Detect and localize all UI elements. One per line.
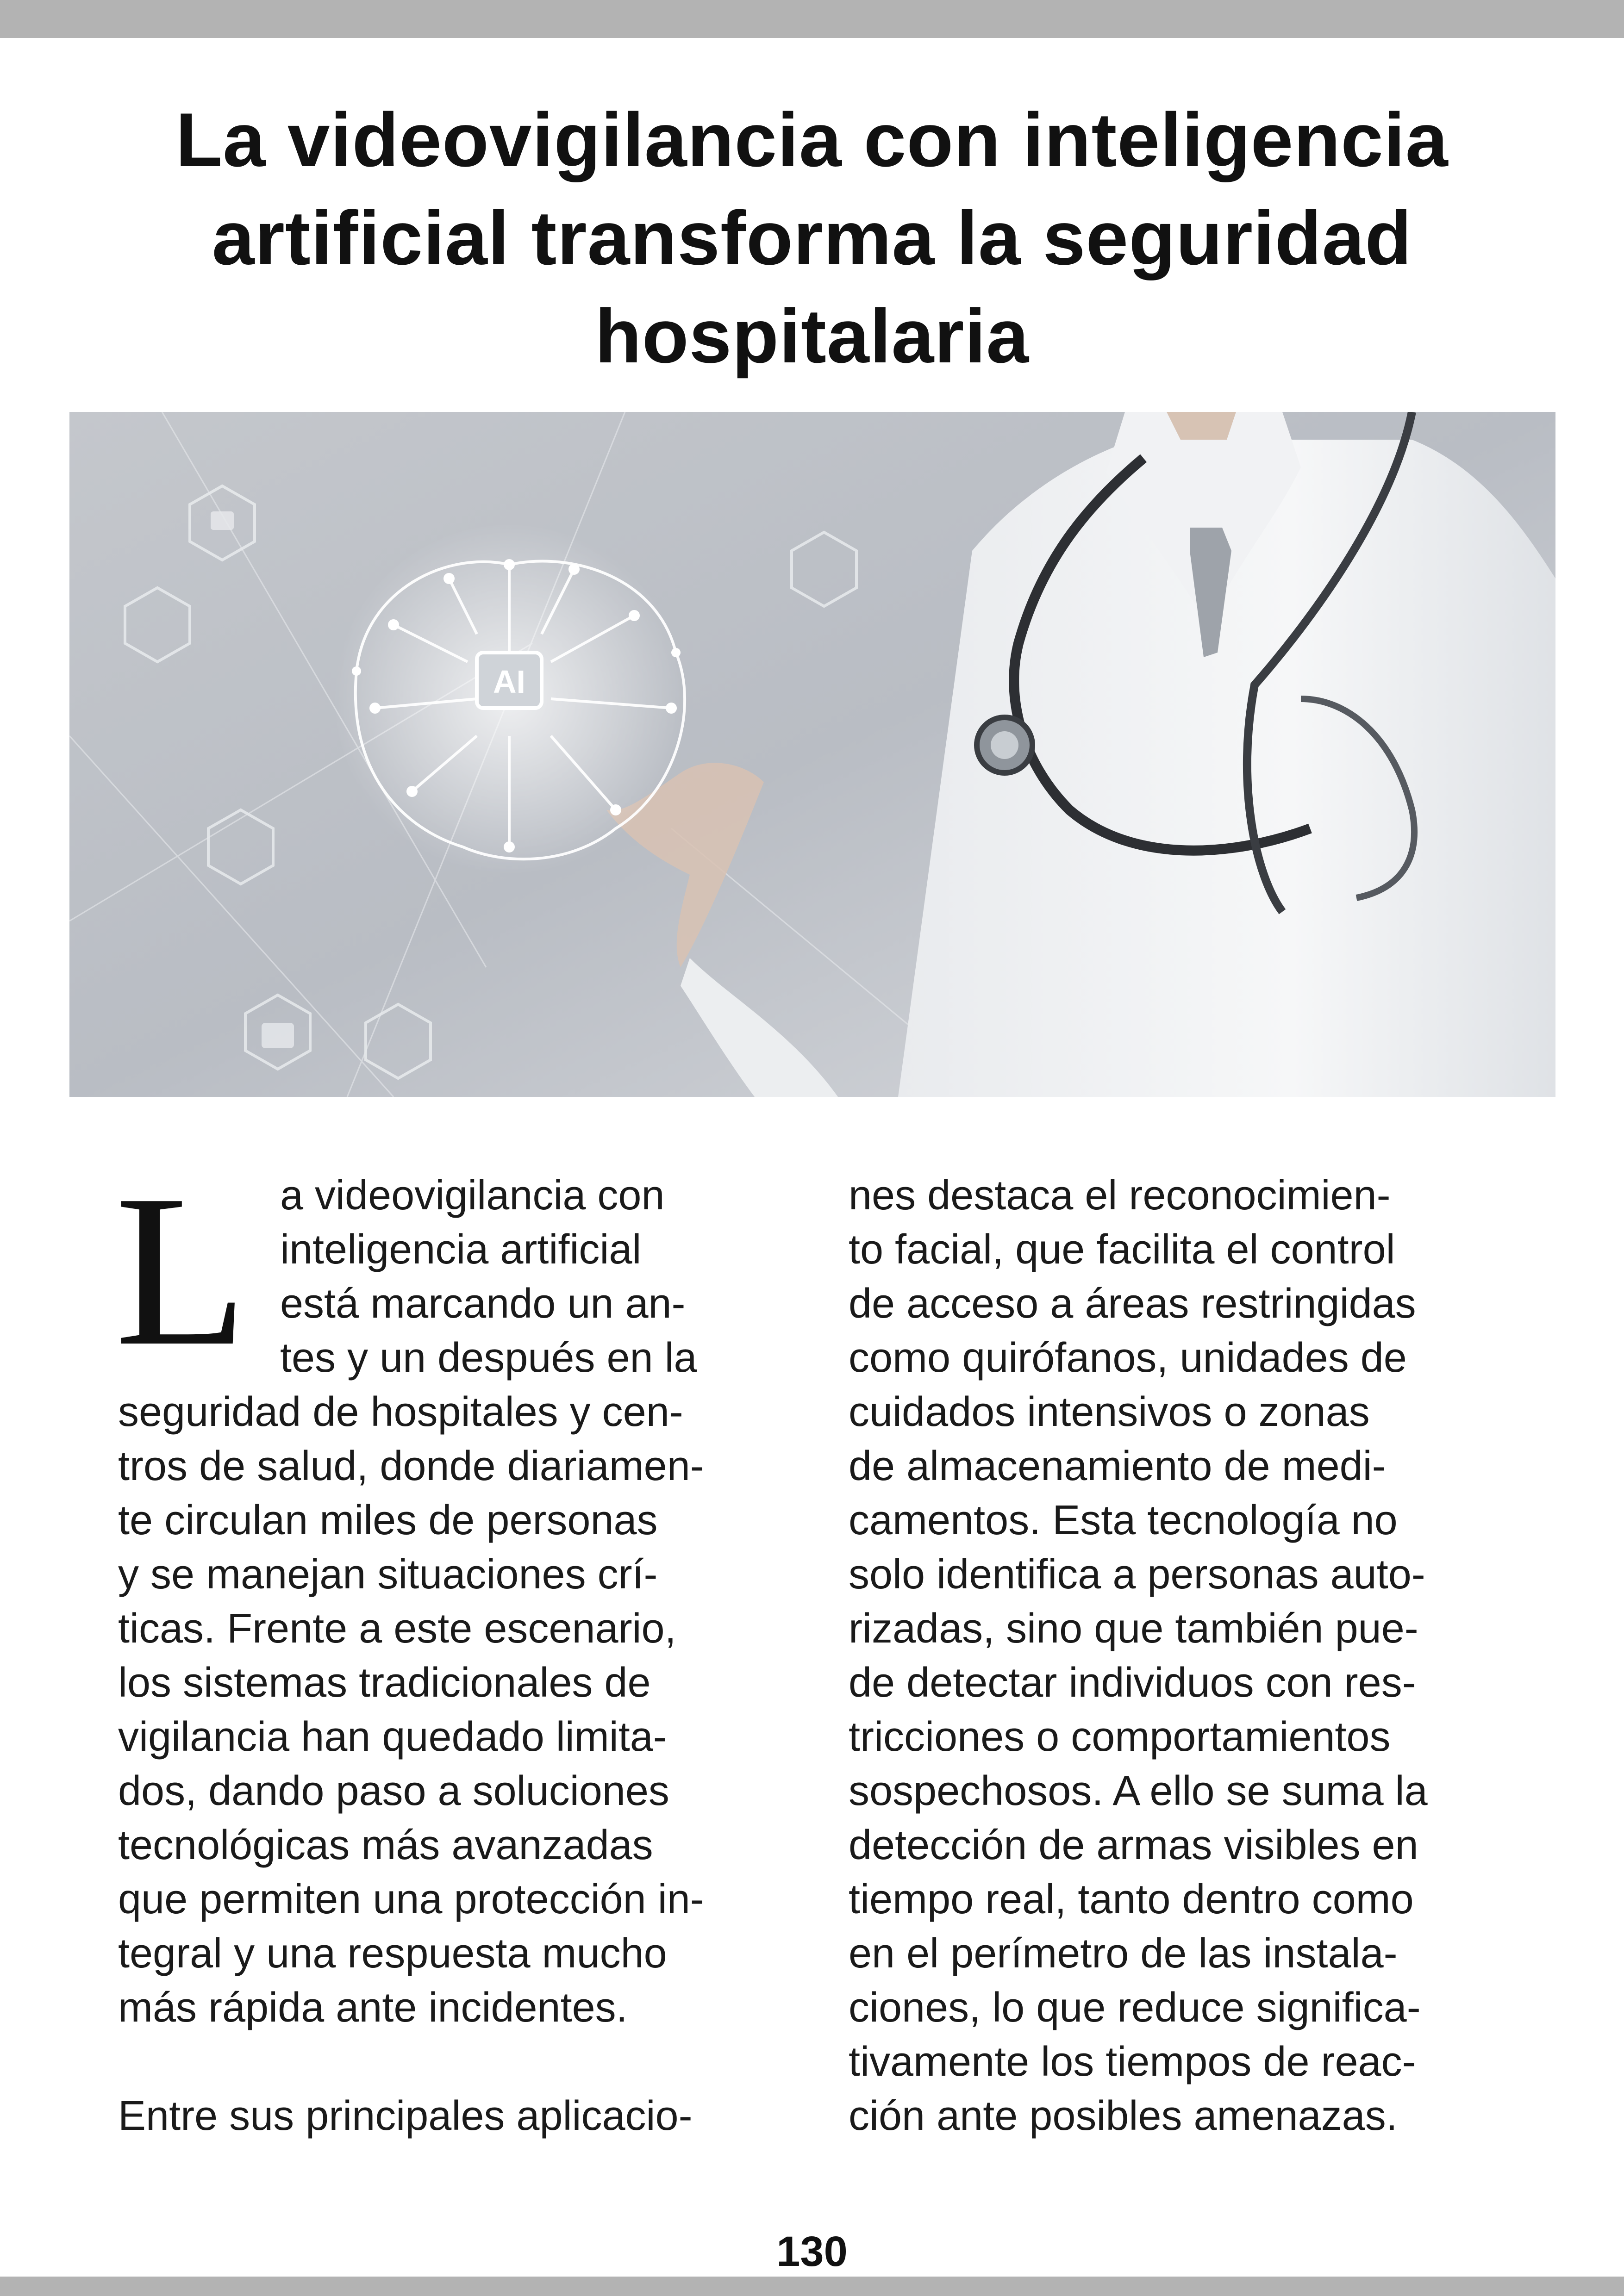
text-line: sospechosos. A ello se suma la	[849, 1768, 1428, 1814]
text-line: ticas. Frente a este escenario,	[118, 1605, 676, 1652]
text-line: tricciones o comportamientos	[849, 1714, 1391, 1760]
text-line: de acceso a áreas restringidas	[849, 1281, 1416, 1327]
text-line: y se manejan situaciones crí-	[118, 1551, 658, 1598]
title-line-1: La videovigilancia con inteligencia	[175, 97, 1449, 182]
article-title	[69, 91, 1555, 385]
text-line: tes y un después en la	[280, 1335, 697, 1381]
text-line: detección de armas visibles en	[849, 1822, 1418, 1868]
ai-brain-graphic	[333, 523, 685, 875]
text-line: solo identifica a personas auto-	[849, 1551, 1425, 1598]
text-line: ción ante posibles amenazas.	[849, 2093, 1398, 2139]
text-line: ciones, lo que reduce significa-	[849, 1985, 1421, 2031]
bottom-frame-bar	[0, 2277, 1624, 2296]
page-number: 130	[776, 2228, 848, 2275]
doctor-ai-brain-illustration	[69, 412, 1555, 1097]
text-line: tecnológicas más avanzadas	[118, 1822, 653, 1868]
title-line-2: artificial transforma la seguridad	[212, 195, 1412, 280]
top-frame-bar	[0, 0, 1624, 38]
text-line: de almacenamiento de medi-	[849, 1443, 1386, 1489]
text-line: inteligencia artificial	[280, 1226, 642, 1273]
text-line: tegral y una respuesta mucho	[118, 1930, 667, 1977]
article-photo	[69, 412, 1555, 1097]
text-line: tivamente los tiempos de reac-	[849, 2039, 1416, 2085]
text-line: seguridad de hospitales y cen-	[118, 1389, 683, 1435]
text-line: en el perímetro de las instala-	[849, 1930, 1398, 1977]
paragraph-applications	[118, 2089, 799, 2143]
ai-chip-label: AI	[493, 664, 525, 700]
text-line: que permiten una protección in-	[118, 1876, 704, 1923]
text-line: a videovigilancia con	[280, 1172, 665, 1219]
drop-cap: L	[115, 1150, 248, 1391]
text-line: te circulan miles de personas	[118, 1497, 658, 1543]
paragraph-spacer	[118, 2035, 799, 2089]
text-line: dos, dando paso a soluciones	[118, 1768, 669, 1814]
text-line: de detectar individuos con res-	[849, 1660, 1416, 1706]
text-line: está marcando un an-	[280, 1281, 686, 1327]
article-column-right	[849, 1169, 1529, 2143]
text-line: tiempo real, tanto dentro como	[849, 1876, 1414, 1923]
paragraph-intro	[118, 1169, 799, 2035]
text-line: to facial, que facilita el control	[849, 1226, 1395, 1273]
text-line: rizadas, sino que también pue-	[849, 1605, 1418, 1652]
text-line: más rápida ante incidentes.	[118, 1985, 628, 2031]
text-line: los sistemas tradicionales de	[118, 1660, 651, 1706]
text-line: cuidados intensivos o zonas	[849, 1389, 1370, 1435]
text-line: vigilancia han quedado limita-	[118, 1714, 667, 1760]
text-line: Entre sus principales aplicacio-	[118, 2093, 693, 2139]
text-line: camentos. Esta tecnología no	[849, 1497, 1398, 1543]
paragraph-applications-continued	[849, 1169, 1529, 2143]
text-line: nes destaca el reconocimien-	[849, 1172, 1391, 1219]
article-column-left	[118, 1169, 799, 2143]
text-line: como quirófanos, unidades de	[849, 1335, 1407, 1381]
title-line-3: hospitalaria	[594, 293, 1030, 379]
text-line: tros de salud, donde diariamen-	[118, 1443, 704, 1489]
